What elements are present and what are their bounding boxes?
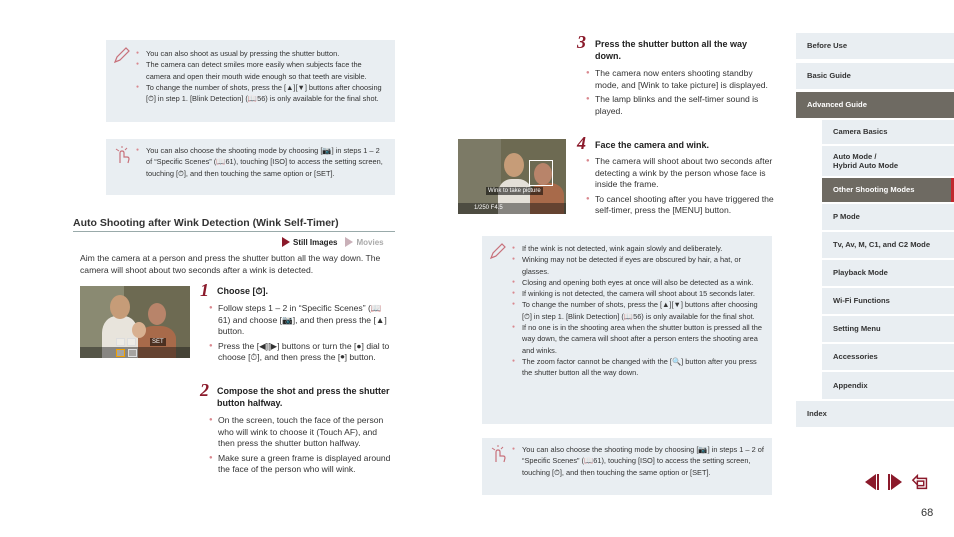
- camera-screen-image: [80, 286, 190, 358]
- note-item: ● Winking may not be detected if eyes are obscured by hair, a hat, or glasses.: [512, 254, 764, 277]
- nav-wifi-functions[interactable]: Wi-Fi Functions: [822, 288, 954, 314]
- note-item: ● Closing and opening both eyes at once will also be detected as a wink.: [512, 277, 764, 288]
- nav-playback-mode[interactable]: Playback Mode: [822, 260, 954, 286]
- note-item: ● The zoom factor cannot be changed with the [🔍] button after you press the shutter button all the way down.: [512, 356, 764, 379]
- still-images-tag: Still Images: [282, 237, 337, 247]
- nav-accessories[interactable]: Accessories: [822, 344, 954, 370]
- note-item: ● The camera can detect smiles more easily when subjects face the camera and open their mouth wide enough so that teeth are visible.: [136, 59, 387, 82]
- next-page-icon[interactable]: [886, 472, 906, 492]
- note-item: ● If the wink is not detected, wink again slowly and deliberately.: [512, 243, 764, 254]
- set-badge: SET: [152, 339, 164, 345]
- exposure-readout: 1/250 F4.5: [474, 205, 503, 211]
- pencil-note-icon: [112, 46, 132, 66]
- note-box: [106, 40, 395, 122]
- nav-auto-mode[interactable]: Auto Mode / Hybrid Auto Mode: [822, 146, 954, 176]
- step-title: Compose the shot and press the shutter button halfway.: [217, 386, 390, 408]
- step-item: ● Follow steps 1 – 2 in “Specific Scenes” (📖61) and choose [📷], and then press the [▲] button.: [209, 303, 392, 338]
- nav-setting-menu[interactable]: Setting Menu: [822, 316, 954, 342]
- pencil-note-icon: [488, 242, 508, 262]
- nav-basic-guide[interactable]: Basic Guide: [796, 63, 954, 89]
- section-title: Auto Shooting after Wink Detection (Wink Self-Timer): [73, 217, 395, 232]
- note-item: ● To change the number of shots, press the [▲][▼] buttons after choosing [⏱] in step 1. [Blink Detection] (📖56) is only available for the final shot.: [512, 299, 764, 322]
- previous-page-icon[interactable]: [861, 472, 881, 492]
- triangle-icon: [282, 237, 290, 247]
- step-number: 3: [577, 32, 586, 52]
- step-number: 1: [200, 280, 209, 300]
- wink-caption: Wink to take picture: [488, 188, 541, 194]
- tip-box: [482, 438, 772, 495]
- page-number: 68: [921, 507, 934, 519]
- return-icon[interactable]: [911, 472, 931, 492]
- nav-advanced-guide[interactable]: Advanced Guide: [796, 92, 954, 118]
- triangle-icon: [345, 237, 353, 247]
- tip-box: [106, 139, 395, 195]
- intro-text: Aim the camera at a person and press the shutter button all the way down. The camera will shoot about two seconds after a wink is detected.: [80, 253, 381, 275]
- mode-tags: [282, 237, 384, 247]
- face-frame: [529, 160, 553, 186]
- step-item: ● The lamp blinks and the self-timer sound is played.: [586, 94, 776, 117]
- nav-appendix[interactable]: Appendix: [822, 372, 954, 399]
- step-title: Press the shutter button all the way down.: [595, 39, 748, 61]
- nav-other-shooting-modes[interactable]: Other Shooting Modes: [822, 178, 954, 202]
- note-item: ● If no one is in the shooting area when the shutter button is pressed all the way down, the camera will shoot after a person enters the shooting area and winks.: [512, 322, 764, 356]
- step-number: 4: [577, 133, 586, 153]
- step-title: Face the camera and wink.: [595, 140, 710, 150]
- nav-camera-basics[interactable]: Camera Basics: [822, 120, 954, 144]
- note-item: ● You can also shoot as usual by pressing the shutter button.: [136, 48, 387, 59]
- step-number: 2: [200, 380, 209, 400]
- nav-p-mode[interactable]: P Mode: [822, 204, 954, 230]
- note-box: [482, 236, 772, 424]
- page-navigation: [861, 472, 931, 492]
- touch-hand-icon: [112, 145, 132, 165]
- step-title: Choose [⏱].: [217, 286, 269, 296]
- step-item: ● The camera now enters shooting standby mode, and [Wink to take picture] is displayed.: [586, 68, 776, 91]
- movies-tag: Movies: [345, 237, 383, 247]
- step-item: ● On the screen, touch the face of the person who will wink to choose it (Touch AF), and then press the shutter button halfway.: [209, 415, 392, 450]
- step-item: ● To cancel shooting after you have triggered the self-timer, press the [MENU] button.: [586, 194, 776, 217]
- touch-hand-icon: [488, 444, 508, 464]
- nav-tv-av-m-mode[interactable]: Tv, Av, M, C1, and C2 Mode: [822, 232, 954, 258]
- note-item: ● If winking is not detected, the camera will shoot about 15 seconds later.: [512, 288, 764, 299]
- note-item: ● To change the number of shots, press the [▲][▼] buttons after choosing [⏱] in step 1. [Blink Detection] (📖56) is only available for the final shot.: [136, 82, 387, 105]
- nav-before-use[interactable]: Before Use: [796, 33, 954, 59]
- tip-item: ● You can also choose the shooting mode by choosing [📷] in steps 1 – 2 of “Specific Scenes” (📖61), touching [ISO] to access the setting screen, touching [⏱], and then touching the same option or [SET].: [512, 444, 764, 478]
- step-item: ● Press the [◀][▶] buttons or turn the [●] dial to choose [⏱], and then press the [⏺] button.: [209, 341, 392, 364]
- nav-index[interactable]: Index: [796, 401, 954, 427]
- tip-item: ● You can also choose the shooting mode by choosing [📷] in steps 1 – 2 of “Specific Scenes” (📖61), touching [ISO] to access the setting screen, touching [⏱], and then touching the same option or [SET].: [136, 145, 387, 179]
- wink-screen-image: [458, 139, 566, 214]
- step-item: ● The camera will shoot about two seconds after detecting a wink by the person whose face is inside the frame.: [586, 156, 776, 191]
- step-item: ● Make sure a green frame is displayed around the face of the person who will wink.: [209, 453, 392, 476]
